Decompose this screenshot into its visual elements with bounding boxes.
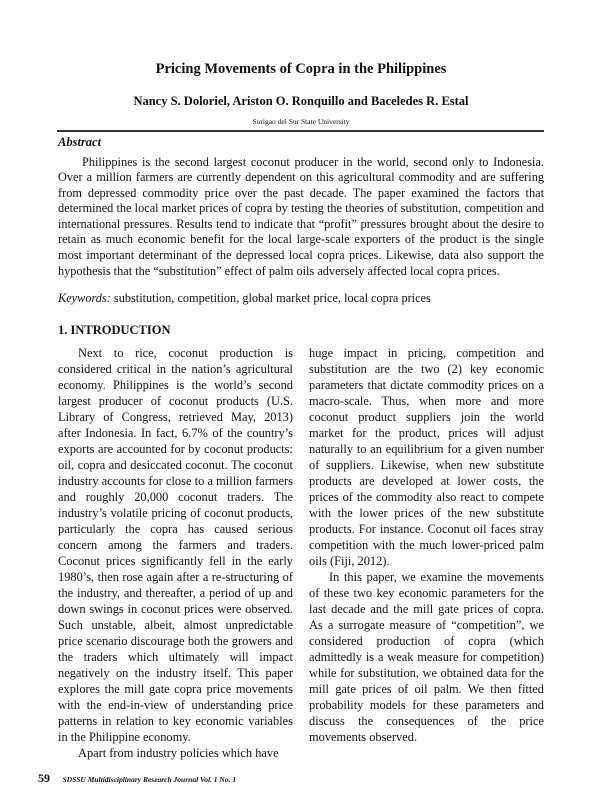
keywords — [58, 291, 544, 307]
abstract-text: Philippines is the second largest coconut producer in the world, second only to Indonesia. Over a million farmers are currently dependent on this agricultural commodity and are suffering from depressed commodity price over the past decade. The paper examined the factors that determined the local market prices of copra by testing the theories of substitution, competition and international pressures. Results tend to indicate that “profit” pressures brought about the desire to retain as much economic benefit for the local large-scale exporters of the product is the single most important determinant of the depressed local copra prices. Likewise, data also support the hypothesis that the “substitution” effect of palm oils adversely affected local copra prices. — [58, 154, 544, 278]
paragraph: Next to rice, coconut production is considered critical in the nation’s agricultural economy. Philippines is the world’s second largest producer of coconut products (U.S. Library of Congress, retrieved May, 2013) after Indonesia. In fact, 6.7% of the country’s exports are accounted for by coconut products: oil, copra and desiccated coconut. The coconut industry accounts for close to a million farmers and roughly 20,000 coconut traders. The industry’s volatile pricing of coconut products, particularly the copra has caused serious concern among the farmers and traders. Coconut prices significantly fell in the early 1980’s, then rose again after a re-structuring of the industry, and thereafter, a period of up and down swings in coconut prices were observed. Such unstable, albeit, almost unpredictable price scenario discourage both the growers and the traders which ultimately will impact negatively on the industry itself. This paper explores the mill gate copra price movements with the end-in-view of understanding price patterns in relation to key economic variables in the Philippine economy. — [58, 345, 293, 744]
section-heading: 1. INTRODUCTION — [58, 322, 171, 337]
header-divider — [57, 130, 544, 132]
paragraph: In this paper, we examine the movements of these two key economic parameters for the last decade and the mill gate prices of copra. As a surrogate measure of “competition”, we considered production of copra (which admittedly is a weak measure for competition) while for substitution, we obtained data for the mill gate prices of oil palm. We then fitted probability models for these parameters and discuss the consequences of the price movements observed. — [309, 569, 544, 744]
affiliation: Surigao del Sur State University — [252, 117, 350, 126]
paper-title: Pricing Movements of Copra in the Philippines — [155, 61, 447, 77]
paragraph: huge impact in pricing, competition and substitution are the two (2) key economic parameters that dictate commodity prices on a macro-scale. Thus, when more and more coconut product suppliers join the world market for the product, prices will adjust naturally to an equilibrium for a given number of suppliers. Likewise, when new substitute products are developed at lower costs, the prices of the commodity also react to compete with the lower prices of the new substitute products. For instance. Coconut oil faces stray competition with the much lower-priced palm oils (Fiji, 2012). — [309, 345, 544, 568]
right-column — [309, 345, 544, 745]
left-column — [58, 345, 293, 761]
page-footer — [38, 771, 544, 787]
paragraph: Apart from industry policies which have — [78, 745, 279, 760]
two-column-body — [58, 345, 544, 761]
page-number: 59 — [38, 770, 50, 785]
keywords-text: substitution, competition, global market price, local copra prices — [113, 291, 431, 306]
authors: Nancy S. Doloriel, Ariston O. Ronquillo and Baceledes R. Estal — [133, 94, 469, 108]
keywords-label: Keywords: — [58, 291, 111, 306]
journal-name: SDSSU Multidisciplinary Research Journal Vol. 1 No. 1 — [62, 774, 237, 784]
abstract-heading: Abstract — [58, 134, 102, 149]
